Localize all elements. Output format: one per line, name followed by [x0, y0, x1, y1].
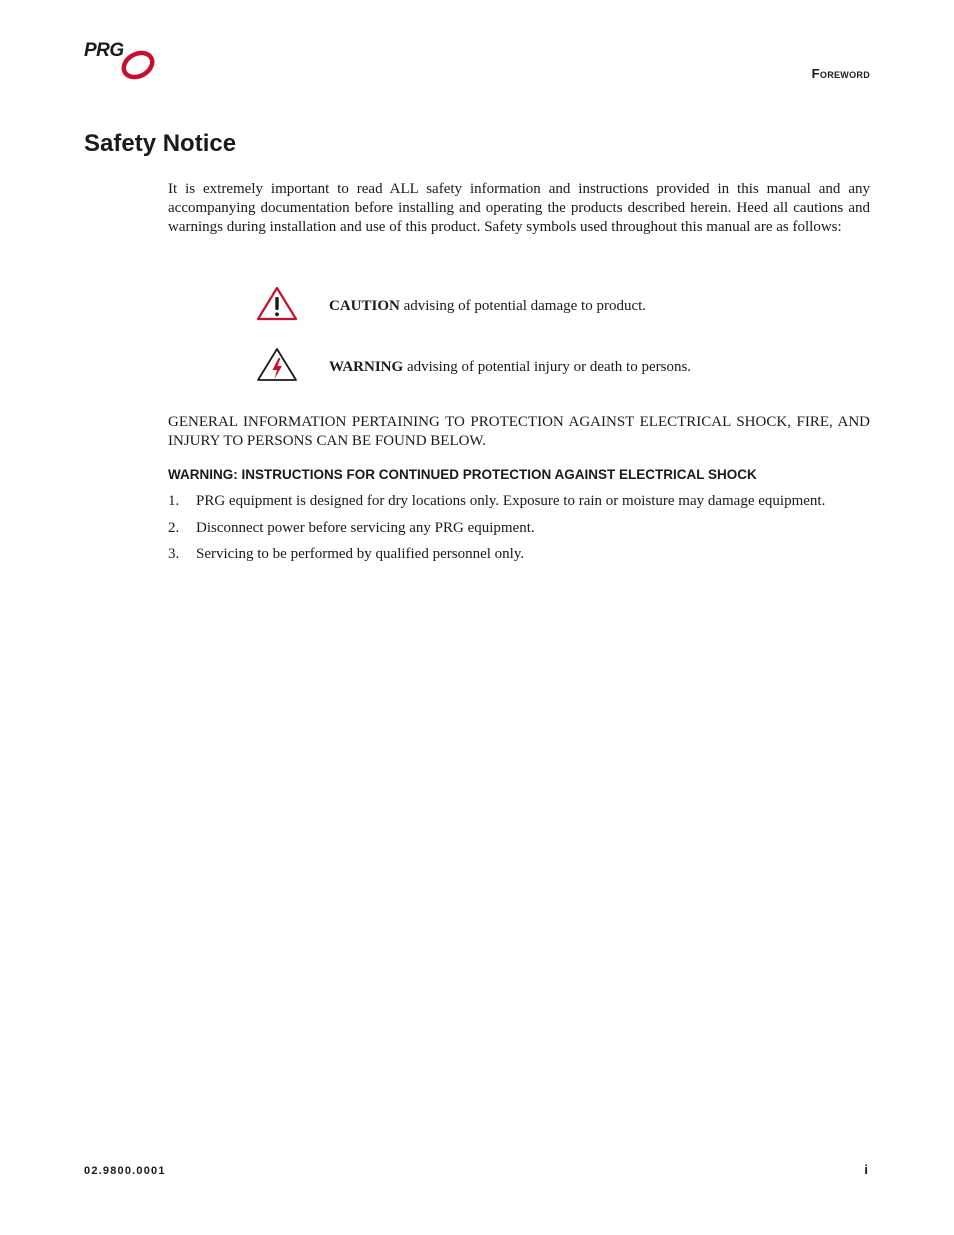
warning-icon	[256, 347, 298, 383]
intro-paragraph: It is extremely important to read ALL safety information and instructions provided in this manual and any accompanying documentation before installing and operating the products described herein. Heed all cautions and warnings during installation and use of this product. Safety symbols used throughout this manual are as follows:	[168, 181, 870, 235]
list-item-text: Disconnect power before servicing any PRG equipment.	[196, 519, 535, 536]
warning-description	[329, 359, 691, 376]
list-item-text: Servicing to be performed by qualified personnel only.	[196, 546, 525, 562]
caution-text: advising of potential damage to product.	[399, 298, 647, 314]
list-item-text: PRG equipment is designed for dry locations only. Exposure to rain or moisture may damage equipment.	[196, 493, 826, 509]
list-item-number: 3.	[168, 546, 180, 562]
instruction-list	[168, 492, 870, 572]
warning-text: advising of potential injury or death to persons.	[403, 359, 692, 375]
logo-text: PRG	[84, 40, 124, 61]
list-item-number: 1.	[168, 493, 180, 509]
general-information: GENERAL INFORMATION PERTAINING TO PROTECTION AGAINST ELECTRICAL SHOCK, FIRE, AND INJURY TO PERSONS CAN BE FOUND BELOW.	[168, 414, 870, 449]
caution-icon	[256, 286, 298, 322]
list-item	[168, 519, 870, 546]
caution-symbol-row	[256, 286, 856, 326]
prg-logo	[82, 38, 162, 84]
list-item	[168, 492, 870, 519]
section-header: Foreword	[811, 66, 870, 81]
list-item	[168, 545, 870, 572]
caution-description	[329, 298, 646, 315]
page-title: Safety Notice	[84, 130, 237, 157]
warning-heading: WARNING: INSTRUCTIONS FOR CONTINUED PROTECTION AGAINST ELECTRICAL SHOCK	[168, 467, 757, 482]
warning-symbol-row	[256, 347, 856, 387]
list-item-number: 2.	[168, 519, 180, 536]
caution-label: CAUTION	[329, 298, 400, 314]
warning-label: WARNING	[329, 359, 404, 375]
document-number: 02.9800.0001	[84, 1165, 166, 1177]
page-number: i	[864, 1162, 868, 1177]
